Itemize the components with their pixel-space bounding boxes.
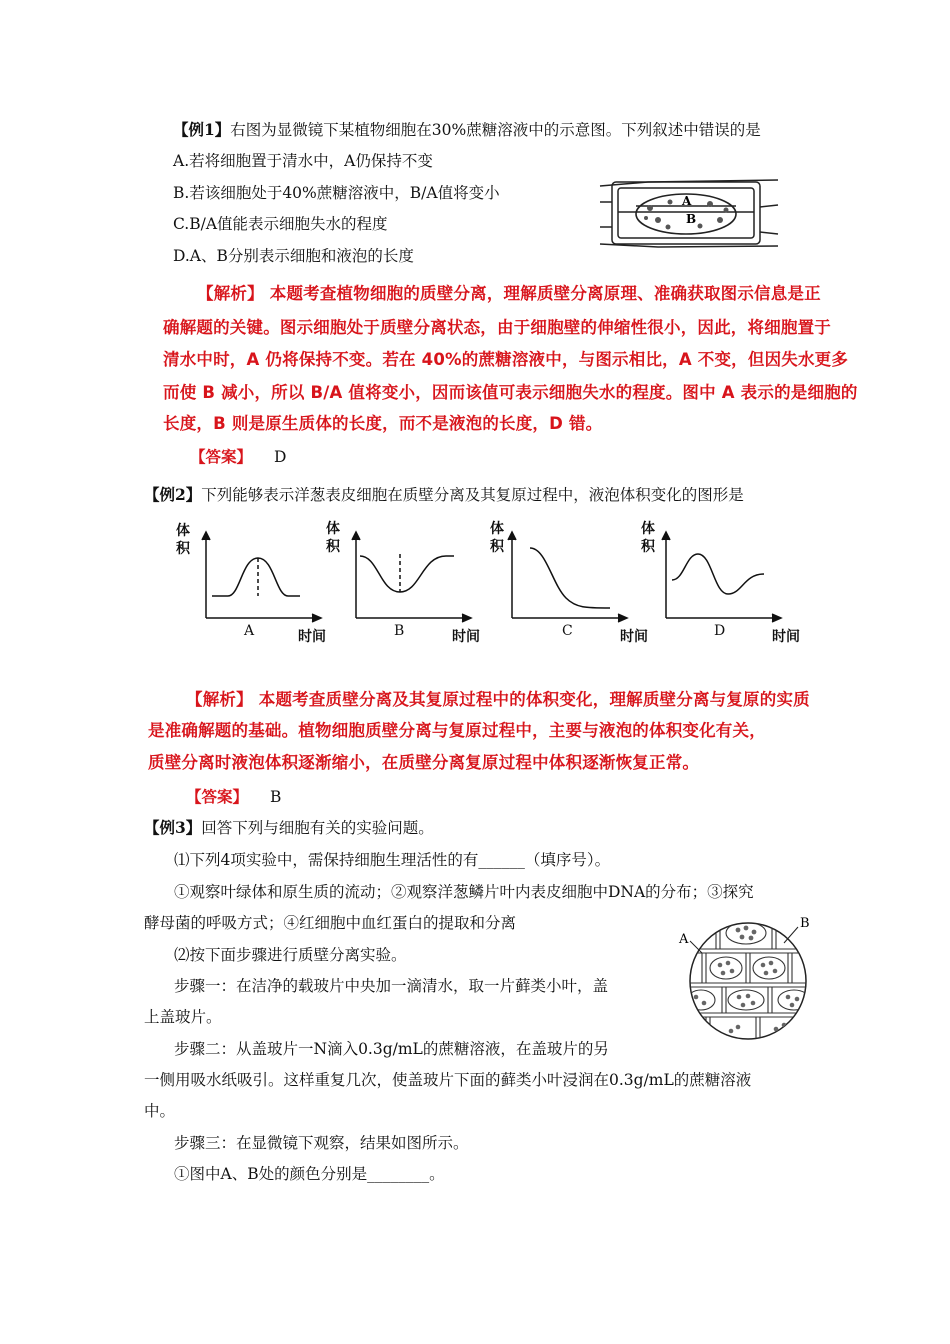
ex1-analysis-line-4: 而使 B 减小，所以 B/A 值将变小，因而该值可表示细胞失水的程度。图中 A 表示的是细胞的 — [163, 383, 858, 402]
ex3-line-8: 一侧用吸水纸吸引。这样重复几次，使盖玻片下面的藓类小叶浸润在0.3g/mL的蔗糖溶液 — [144, 1071, 752, 1089]
ex3-line-2: ①观察叶绿体和原生质的流动；②观察洋葱鳞片叶内表皮细胞中DNA的分布；③探究 — [174, 883, 754, 901]
ex2-graph-c — [506, 528, 631, 628]
ex3-question — [144, 817, 434, 839]
ex3-line-5: 步骤一：在洁净的载玻片中央加一滴清水，取一片藓类小叶，盖 — [174, 977, 609, 995]
ex3-fig-label-b: B — [800, 916, 810, 931]
ex2-graph-c-ylabel-2: 积 — [490, 539, 504, 555]
ex3-microscope-figure — [676, 913, 816, 1043]
ex2-graph-a — [200, 528, 325, 628]
ex2-answer-tag: 【答案】 — [186, 788, 249, 806]
ex1-analysis-line-5: 长度，B 则是原生质体的长度，而不是液泡的长度，D 错。 — [163, 414, 603, 433]
ex1-analysis-line-1: 【解析】 本题考查植物细胞的质壁分离，理解质壁分离原理、准确获取图示信息是正 — [197, 284, 821, 303]
ex2-graph-b — [350, 528, 475, 628]
ex1-tag: 【例1】 — [173, 120, 231, 139]
ex2-graph-c-letter: C — [562, 623, 573, 639]
ex2-answer-value: B — [270, 788, 282, 806]
ex1-option-c: C.B/A值能表示细胞失水的程度 — [173, 215, 388, 233]
ex1-question-text: 右图为显微镜下某植物细胞在30%蔗糖溶液中的示意图。下列叙述中错误的是 — [230, 121, 761, 139]
ex2-graph-d-ylabel-2: 积 — [641, 539, 655, 555]
ex3-line-3: 酵母菌的呼吸方式；④红细胞中血红蛋白的提取和分离 — [144, 914, 517, 932]
ex2-graph-b-ylabel-1: 体 — [326, 521, 340, 537]
ex1-option-d: D.A、B分别表示细胞和液泡的长度 — [173, 247, 414, 265]
ex1-question — [173, 119, 761, 141]
ex2-graph-b-xlabel: 时间 — [452, 629, 480, 645]
ex1-fig-label-a: A — [682, 194, 692, 208]
ex2-analysis-line-3: 质壁分离时液泡体积逐渐缩小，在质壁分离复原过程中体积逐渐恢复正常。 — [148, 753, 700, 772]
ex2-analysis-line-2: 是准确解题的基础。植物细胞质壁分离与复原过程中，主要与液泡的体积变化有关， — [148, 721, 766, 740]
ex2-graph-d — [660, 528, 785, 628]
ex1-option-a: A.若将细胞置于清水中，A仍保持不变 — [173, 152, 433, 170]
ex1-answer — [190, 446, 286, 468]
ex2-graph-d-letter: D — [714, 623, 726, 639]
ex1-answer-value: D — [274, 448, 287, 466]
ex2-answer — [186, 786, 281, 808]
ex3-line-11: ①图中A、B处的颜色分别是________。 — [174, 1165, 445, 1183]
ex1-cell-figure — [598, 172, 780, 254]
ex3-line-4: ⑵按下面步骤进行质壁分离实验。 — [174, 946, 407, 964]
ex2-graph-c-xlabel: 时间 — [620, 629, 648, 645]
ex3-line-7: 步骤二：从盖玻片一N滴入0.3g/mL的蔗糖溶液，在盖玻片的另 — [174, 1040, 609, 1058]
ex1-analysis-line-3: 清水中时，A 仍将保持不变。若在 40%的蔗糖溶液中，与图示相比，A 不变，但因失水更多 — [163, 350, 849, 369]
ex3-fig-label-a: A — [679, 932, 689, 947]
ex2-graph-b-ylabel-2: 积 — [326, 539, 340, 555]
ex2-analysis-line-1: 【解析】 本题考查质壁分离及其复原过程中的体积变化，理解质壁分离与复原的实质 — [186, 690, 810, 709]
ex2-graph-a-ylabel-1: 体 — [176, 523, 190, 539]
ex1-analysis-line-2: 确解题的关键。图示细胞处于质壁分离状态，由于细胞壁的伸缩性很小，因此，将细胞置于 — [163, 318, 831, 337]
ex1-answer-tag: 【答案】 — [190, 448, 253, 466]
ex2-graph-d-ylabel-1: 体 — [641, 521, 655, 537]
ex2-graph-a-letter: A — [244, 623, 255, 639]
ex2-graph-b-letter: B — [394, 623, 405, 639]
ex2-graph-a-ylabel-2: 积 — [176, 541, 190, 557]
ex3-question-text: 回答下列与细胞有关的实验问题。 — [201, 819, 434, 837]
ex1-option-b: B.若该细胞处于40%蔗糖溶液中，B/A值将变小 — [173, 184, 500, 202]
ex2-question — [144, 484, 744, 506]
ex2-graph-c-ylabel-1: 体 — [490, 521, 504, 537]
ex2-tag: 【例2】 — [144, 485, 202, 504]
ex3-line-10: 步骤三：在显微镜下观察，结果如图所示。 — [174, 1134, 469, 1152]
ex3-line-9: 中。 — [144, 1102, 176, 1120]
ex3-tag: 【例3】 — [144, 818, 202, 837]
ex2-graph-d-xlabel: 时间 — [772, 629, 800, 645]
ex3-line-1: ⑴下列4项实验中，需保持细胞生理活性的有______（填序号）。 — [174, 851, 611, 869]
ex1-fig-label-b: B — [686, 212, 697, 226]
ex2-graph-a-xlabel: 时间 — [298, 629, 326, 645]
ex3-line-6: 上盖玻片。 — [144, 1008, 222, 1026]
ex2-question-text: 下列能够表示洋葱表皮细胞在质壁分离及其复原过程中，液泡体积变化的图形是 — [201, 486, 744, 504]
